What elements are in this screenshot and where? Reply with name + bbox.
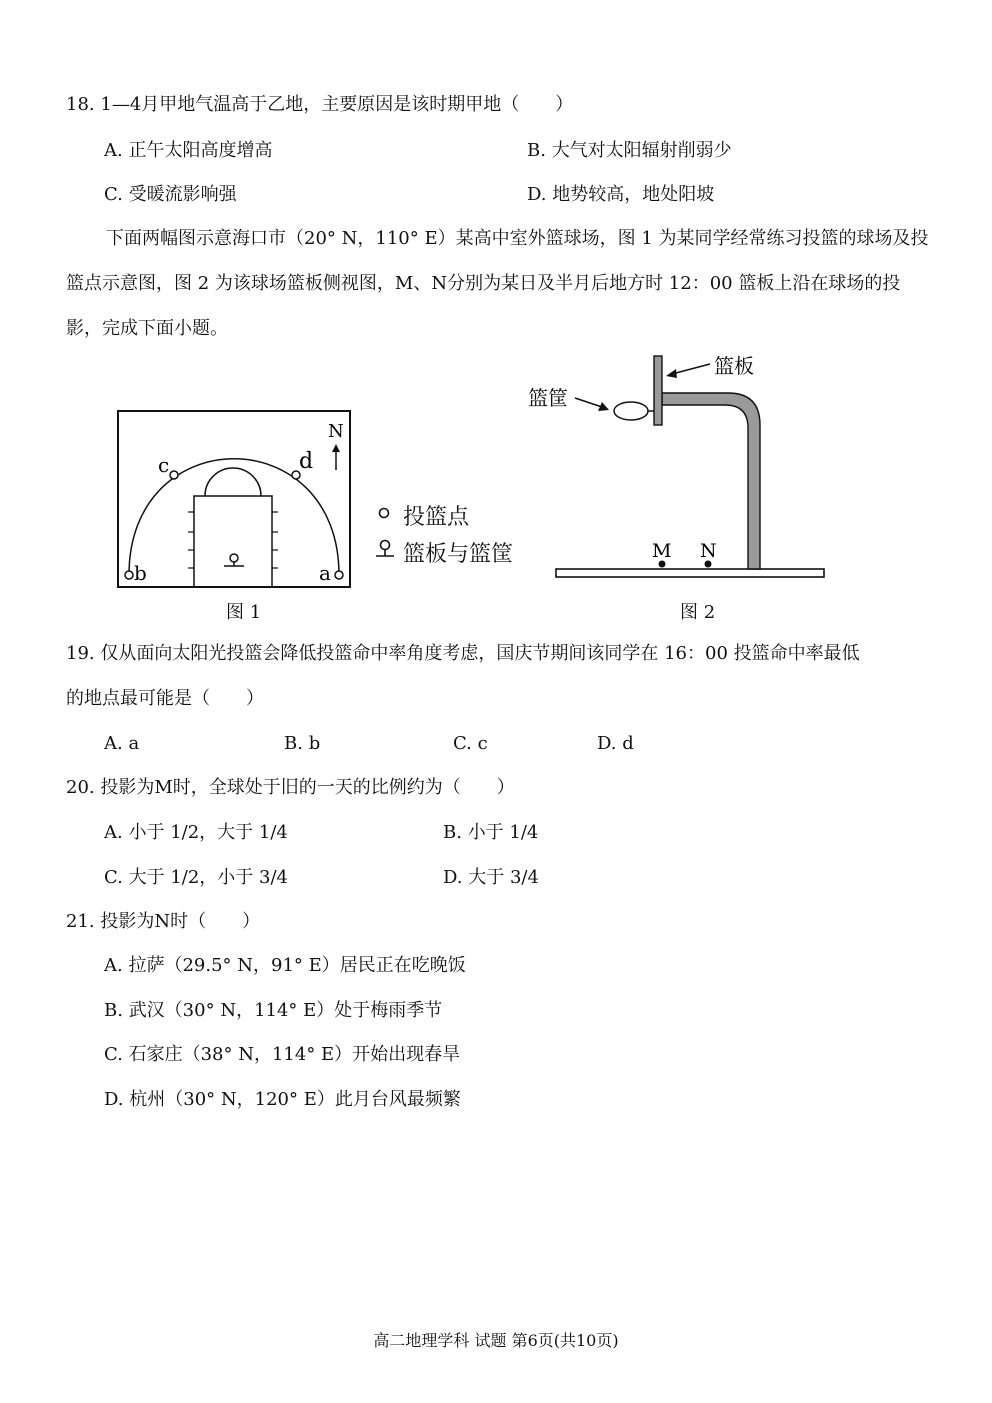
key-area	[194, 496, 272, 587]
option-text: c	[477, 733, 488, 754]
ground	[556, 569, 824, 577]
question-20-stem	[66, 777, 515, 799]
option-letter: C.	[453, 733, 472, 754]
option-letter: A.	[104, 140, 123, 161]
figure-2-caption: 图 2	[680, 602, 716, 623]
q19-option-c[interactable]	[453, 733, 488, 755]
option-text: 小于 1/4	[467, 822, 539, 843]
figure-1-caption: 图 1	[226, 602, 262, 623]
question-text: 1—4月甲地气温高于乙地，主要原因是该时期甲地（ ）	[100, 94, 574, 115]
option-text: d	[622, 733, 634, 754]
legend-hoop-icon	[373, 538, 397, 562]
option-letter: A.	[104, 733, 123, 754]
question-number: 18.	[66, 94, 95, 115]
legend-point-label: 投篮点	[403, 505, 470, 530]
figure-1-court-diagram	[110, 400, 360, 595]
shooting-point-c	[170, 471, 178, 479]
option-text: 大气对太阳辐射削弱少	[551, 140, 732, 161]
q20-option-c[interactable]	[104, 867, 288, 889]
question-19-stem	[66, 643, 860, 665]
option-text: 大于 1/2，小于 3/4	[128, 867, 288, 888]
hoop-arrow-icon	[575, 398, 602, 407]
option-text: 地势较高，地处阳坡	[552, 184, 715, 205]
q21-option-b[interactable]	[104, 1000, 442, 1022]
label-d: d	[299, 449, 314, 474]
option-letter: B.	[284, 733, 303, 754]
option-text: b	[308, 733, 321, 754]
q20-option-b[interactable]	[443, 822, 538, 844]
label-c: c	[158, 453, 170, 477]
shooting-point-b	[125, 571, 133, 579]
question-number: 20.	[66, 777, 95, 798]
label-n: N	[700, 540, 717, 562]
option-text: 小于 1/2，大于 1/4	[128, 822, 288, 843]
hoop	[614, 402, 648, 420]
backboard-arrow-icon	[672, 364, 710, 374]
question-number: 21.	[66, 911, 95, 932]
option-letter: C.	[104, 867, 123, 888]
intro-paragraph	[66, 216, 936, 351]
q18-option-b[interactable]	[527, 140, 732, 162]
question-text: 投影为M时，全球处于旧的一天的比例约为（ ）	[100, 777, 515, 798]
legend-point-icon	[377, 506, 391, 520]
label-hoop: 篮筐	[528, 386, 568, 410]
option-letter: B.	[527, 140, 546, 161]
option-text: 正午太阳高度增高	[128, 140, 273, 161]
backboard	[654, 356, 662, 425]
hoop-symbol	[230, 554, 238, 562]
legend-hoop-label: 篮板与篮筐	[403, 542, 514, 567]
question-text: 投影为N时（ ）	[100, 911, 261, 932]
page-footer: 高二地理学科 试题 第6页(共10页)	[373, 1331, 619, 1350]
q20-option-a[interactable]	[104, 822, 288, 844]
q18-option-a[interactable]	[104, 140, 272, 162]
question-number: 19.	[66, 643, 95, 664]
option-text: 石家庄（38° N，114° E）开始出现春旱	[128, 1044, 461, 1065]
option-letter: A.	[104, 822, 123, 843]
q21-option-d[interactable]	[104, 1089, 461, 1111]
shooting-point-a	[335, 571, 343, 579]
north-label: N	[328, 421, 344, 442]
question-text: 仅从面向太阳光投篮会降低投篮命中率角度考虑，国庆节期间该同学在 16：00 投篮命中率最低	[100, 643, 860, 664]
option-text: 拉萨（29.5° N，91° E）居民正在吃晚饭	[128, 955, 466, 976]
q21-option-a[interactable]	[104, 955, 466, 977]
option-letter: D.	[597, 733, 617, 754]
option-text: a	[128, 733, 140, 754]
label-b: b	[134, 561, 147, 585]
q19-option-a[interactable]	[104, 733, 139, 755]
label-m: M	[652, 540, 672, 562]
question-18-stem	[66, 94, 573, 116]
question-19-stem-cont: 的地点最可能是（ ）	[66, 688, 264, 709]
q20-option-d[interactable]	[443, 867, 539, 889]
q18-option-d[interactable]	[527, 184, 714, 206]
q19-option-b[interactable]	[284, 733, 320, 755]
option-letter: A.	[104, 955, 123, 976]
q18-option-c[interactable]	[104, 184, 237, 206]
label-a: a	[319, 561, 331, 585]
q19-option-d[interactable]	[597, 733, 634, 755]
figure-2-backboard-side-view	[520, 350, 830, 585]
option-text: 杭州（30° N，120° E）此月台风最频繁	[129, 1089, 461, 1110]
option-letter: D.	[104, 1089, 124, 1110]
option-letter: D.	[443, 867, 463, 888]
option-letter: D.	[527, 184, 547, 205]
option-text: 武汉（30° N，114° E）处于梅雨季节	[128, 1000, 443, 1021]
option-letter: B.	[104, 1000, 123, 1021]
label-backboard: 篮板	[714, 354, 754, 378]
option-letter: C.	[104, 184, 123, 205]
free-throw-arc	[205, 468, 261, 496]
q21-option-c[interactable]	[104, 1044, 460, 1066]
question-21-stem	[66, 911, 260, 933]
option-letter: B.	[443, 822, 462, 843]
intro-text: 下面两幅图示意海口市（20° N，110° E）某高中室外篮球场，图 1 为某同学经常练习投篮的球场及投篮点示意图，图 2 为该球场篮板侧视图，M、N分别为某日及半月后地方时 12：00 篮板上沿在球场的投影，完成下面小题。	[66, 228, 929, 339]
option-letter: C.	[104, 1044, 123, 1065]
option-text: 受暖流影响强	[128, 184, 237, 205]
option-text: 大于 3/4	[468, 867, 539, 888]
